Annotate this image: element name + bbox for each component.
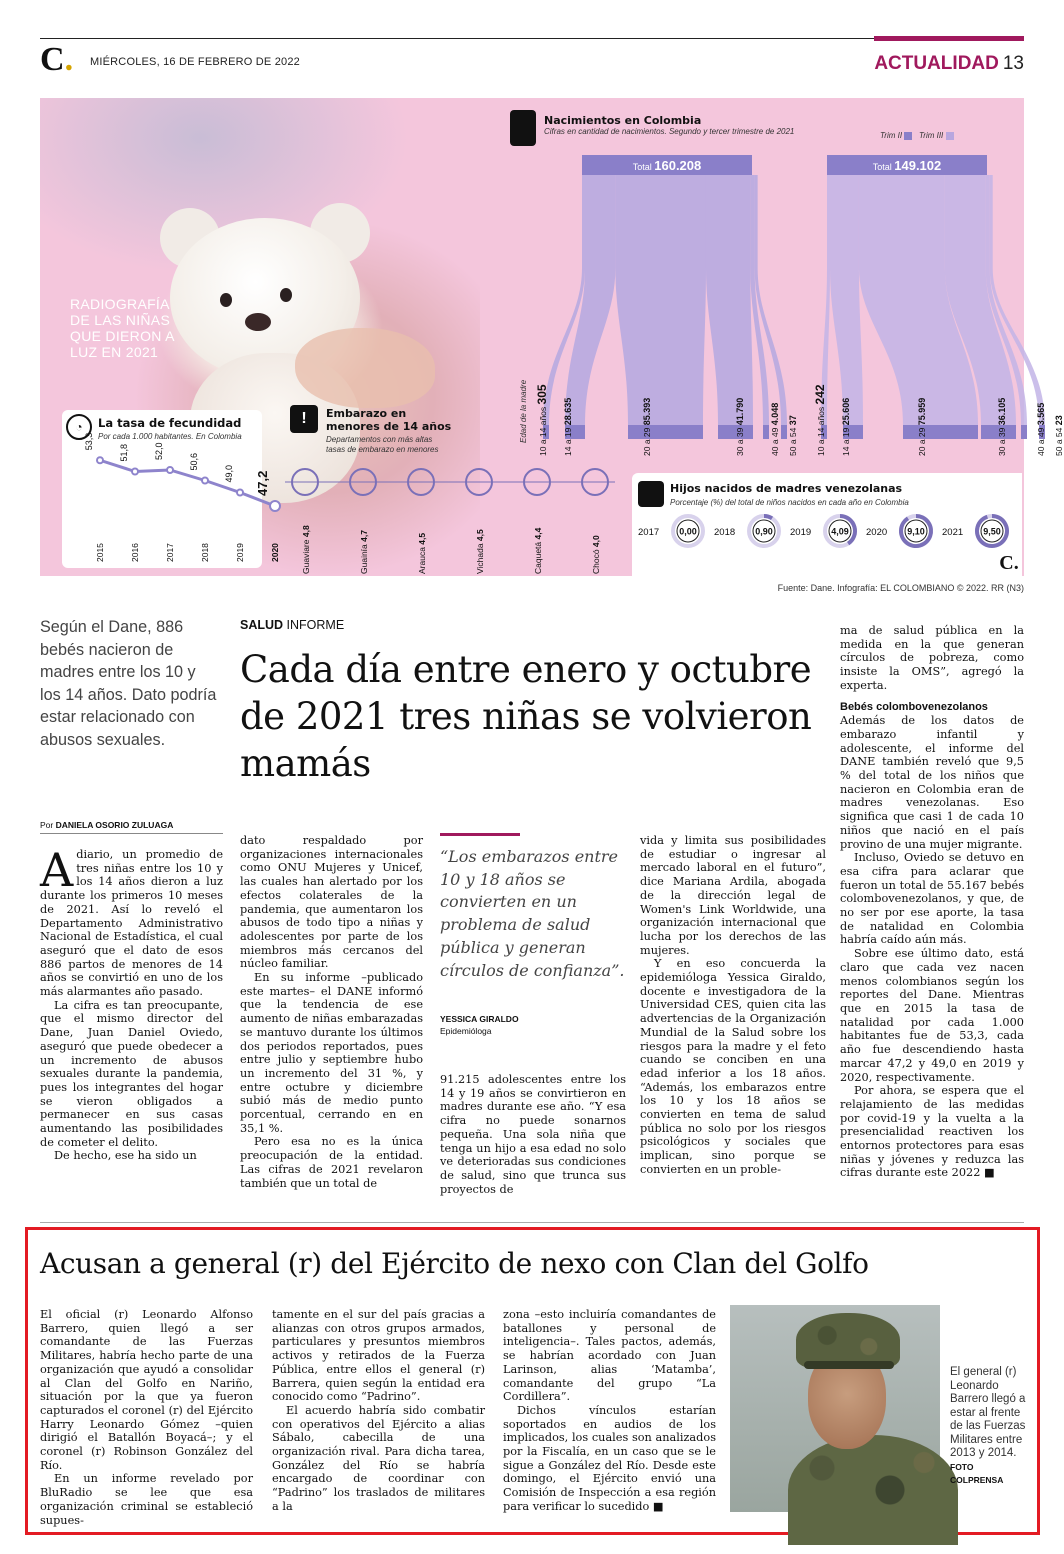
group-bar	[1021, 425, 1027, 439]
fecundidad-year-label: 2015	[95, 543, 105, 562]
nacimientos-group-labels	[480, 348, 1064, 458]
article2-headline: Acusan a general (r) del Ejército de nexo con Clan del Golfo	[40, 1247, 869, 1280]
embarazo-label: Guainía 4,7	[359, 530, 369, 574]
infographic-title	[70, 296, 175, 360]
group-label: 40 a 49 3.565	[1036, 402, 1046, 456]
article2-col2: tamente en el sur del país gracias a alianzas con otros grupos armados, particulares y presuntos miembros activos y retirados de la Fuerza Pública, entre ellos el general (r) Barrera, quien según la entidad era conocido como “Padrino”. El acuerdo habría sido combatir con operativos del Ejército a alias Sábalo, cabecilla de una organización rival. Para dicha tarea, González del Río se habría encargado de coordinar con “Padrino” los traslados de militares a la	[272, 1308, 485, 1513]
fecundidad-subtitle: Por cada 1.000 habitantes. En Colombia	[98, 432, 242, 441]
embarazo-label: Caquetá 4,4	[533, 527, 543, 574]
venezolanas-year: 2021	[942, 527, 964, 538]
embarazo-label: Vichada 4,5	[475, 529, 485, 574]
article-headline: Cada día entre enero y octubre de 2021 tres niñas se volvieron mamás	[240, 648, 812, 785]
infographic-title-line: RADIOGRAFÍA	[70, 296, 170, 312]
fecundidad-point	[270, 501, 280, 511]
issue-date: MIÉRCOLES, 16 DE FEBRERO DE 2022	[90, 56, 300, 68]
legend-swatch-trim2	[904, 132, 912, 140]
article1-col4: vida y limita sus posibilidades de estudiar o ingresar al mercado laboral en el futuro”, dice Mariana Ardila, abogada de la dirección legal de Women's Link Worldwide, una organización internacional que lucha por los derechos de las mujeres. Y en eso concuerda la epidemióloga Yessica Giraldo, docente e investigadora de la Universidad CES, quien cita las advertencias de la Organización Mundial de la Salud sobre los riesgos para la madre y el feto cuando se conciben en una edad inferior a los 18 años. “Además, los embarazos entre los 10 y los 18 años se convierten en tema de salud pública no solo por los riesgos psicológicos y sociales que implican, sino porque se convierten en un proble-	[640, 834, 826, 1176]
fecundidad-year-label: 2018	[200, 543, 210, 562]
article1-col1: A diario, un promedio de tres niñas entre los 10 y los 14 años dieron a luz durante los primeros 10 meses de 2021. Así lo reveló el Departamento Administrativo Nacional de Estadística, el cual aseguró que el dato de esos 886 partos de menores de 14 años se convirtió en uno de los más alarmantes año pasado. La cifra es tan preocupante, que el mismo director del Dane, Juan Daniel Oviedo, aseguró que puede obedecer a un incremento de abusos sexuales durante la pandemia, pues los integrantes del hogar se vieron obligados a permanecer en sus casas aumentando las posibilidades de cometer el delito. De hecho, ese ha sido un	[40, 843, 223, 1163]
quote-author: YESSICA GIRALDO	[440, 1014, 519, 1024]
newspaper-logo: C.	[40, 41, 74, 78]
group-label: 20 a 29 75.959	[917, 397, 927, 456]
fecundidad-point	[97, 457, 103, 463]
venezolanas-year: 2018	[714, 527, 736, 538]
legend-swatch-trim3	[946, 132, 954, 140]
fecundidad-value-label: 49,0	[224, 464, 234, 483]
stats-icon: ◔	[66, 414, 92, 440]
group-label: 50 a 54 37	[788, 415, 798, 456]
infographic-title-line: DE LAS NIÑAS	[70, 312, 171, 328]
fecundidad-card	[62, 410, 280, 568]
fecundidad-title: La tasa de fecundidad	[98, 416, 242, 430]
article1-col3: 91.215 adolescentes entre los 14 y 19 años se convirtieron en madres durante ese año. “Y esa cifra no puede sonarnos pequeña. Una sola niña que tenga un hijo a esa edad no solo ve deterioradas sus condiciones de salud, sino que trunca sus proyectos de	[440, 1073, 626, 1196]
article2-col1: El oficial (r) Leonardo Alfonso Barrero, quien llegó a ser comandante de las Fuerzas Militares, habría hecho parte de una organización que ayudó a consolidar al Clan del Golfo en Nariño, situación por la que ya fueron capturados el coronel (r) del Ejército Harry Leonardo Gómez –quien dirigió el Batallón Boyacá–; y el coronel (r) Robinson González del Río. En un informe revelado por BluRadio se lee que esa organización criminal se estableció supues-	[40, 1308, 253, 1527]
fecundidad-chart	[62, 410, 280, 568]
venezolanas-title: Hijos nacidos de madres venezolanas	[670, 482, 903, 495]
fecundidad-line	[100, 460, 275, 506]
general-photo	[730, 1305, 940, 1512]
fecundidad-year-label: 2020	[270, 543, 280, 562]
embarazo-label: Chocó 4,0	[591, 535, 601, 574]
infographic	[40, 98, 1064, 576]
venezolanas-value: 9,50	[983, 526, 1001, 537]
venezolanas-value: 4,09	[831, 526, 849, 537]
article1-col2: dato respaldado por organizaciones internacionales como ONU Mujeres y Unicef, las cuales han alertado por los efectos colaterales de la pandemia, que aumentaron los abusos de todo tipo a niñas y adolescentes por parte de los miembros más cercanos del núcleo familiar. En su informe –publicado este martes– el DANE informó que la tendencia de ese aumento de niñas embarazadas se mantuvo durante los últimos dos periodos reportados, pues entre julio y septiembre hubo un incremento del 31 %, y entre octubre y diciembre subió más de medio punto porcentual, cerrando en en 35,1 %. Pero esa no es la única preocupación de la entidad. Las cifras de 2021 revelaron también que un total de	[240, 834, 423, 1190]
group-label: 50 a 54 23	[1054, 415, 1064, 456]
group-label: 10 a 14 años 305	[535, 384, 549, 456]
total-label: Total 160.208	[632, 158, 702, 173]
venezolanas-chart	[632, 511, 1022, 571]
axis-label: Edad de la madre	[519, 379, 528, 443]
venezolanas-subtitle: Porcentaje (%) del total de niños nacidos en cada año en Colombia	[670, 498, 909, 507]
infographic-title-line: QUE DIERON A	[70, 328, 175, 344]
fecundidad-value-label: 51,8	[119, 443, 129, 462]
venezuela-map-icon	[638, 481, 664, 507]
group-label: 30 a 39 36.105	[997, 397, 1007, 456]
photo-credit: FOTO COLPRENSA	[950, 1461, 1004, 1485]
venezolanas-year: 2020	[866, 527, 888, 538]
venezolanas-value: 9,10	[907, 526, 925, 537]
group-label: 10 a 14 años 242	[813, 384, 827, 456]
quote-author-role: Epidemióloga	[440, 1026, 492, 1036]
embarazo-title: Embarazo en menores de 14 años	[326, 407, 452, 433]
embarazo-label: Guaviare 4,8	[301, 525, 311, 574]
nacimientos-header	[544, 114, 794, 136]
fecundidad-value-label: 52,0	[154, 442, 164, 460]
section-label: ACTUALIDAD 13	[874, 36, 1024, 74]
byline: Por DANIELA OSORIO ZULUAGA	[40, 820, 223, 834]
page-number: 13	[1002, 53, 1024, 74]
fecundidad-point	[202, 478, 208, 484]
fecundidad-point	[132, 469, 138, 475]
fecundidad-year-label: 2019	[235, 543, 245, 562]
nacimientos-legend: Trim II Trim III	[880, 131, 954, 140]
section-divider	[40, 1222, 1024, 1223]
fecundidad-point	[237, 490, 243, 496]
page-header	[40, 38, 1024, 78]
fecundidad-year-label: 2016	[130, 543, 140, 562]
colombiano-logo: C.	[996, 550, 1022, 576]
pull-quote: “Los embarazos entre 10 y 18 años se convierten en un problema de salud pública y generan círculos de confianza”.	[440, 847, 625, 980]
nacimientos-title: Nacimientos en Colombia	[544, 114, 702, 127]
venezolanas-value: 0,90	[755, 526, 773, 537]
venezolanas-value: 0,00	[679, 526, 697, 537]
venezolanas-year: 2019	[790, 527, 812, 538]
article1-col5: ma de salud pública en la medida en la que generan círculos de pobreza, como insiste la OMS”, agregó la experta. Bebés colombovenezolanos Además de los datos de embarazo infantil y adolescente, el informe del DANE también reveló que 9,5 % del total de los niños que nacieron en Colombia eran de madres venezolanas. Eso significa que casi 1 de cada 10 niños que nació en el país provino de una mujer migrante. Incluso, Oviedo se detuvo en esa cifra para aclarar que fueron un total de 55.167 bebés colombovenezolanos, y que, de no ser por ese aporte, la tasa de natalidad en Colombia habría caído aún más. Sobre ese último dato, está claro que cada vez nacen menos colombianos según los reportes del Dane. Mientras que en 2015 la tasa de natalidad por cada 1.000 habitantes fue de 53,3, cada año fue descendiendo hasta marcar 47,2 y 49,0 en 2019 y 2020, respectivamente. Por ahora, se espera que el relajamiento de las medidas por covid-19 y la vuelta a la presencialidad reactiven los entornos protectores para esas niñas y jóvenes y reduzca las cifras durante este 2022 ■	[840, 624, 1024, 1180]
article-kicker: SALUD INFORME	[240, 618, 345, 632]
warning-icon: !	[290, 405, 318, 433]
quote-accent	[440, 833, 520, 836]
fecundidad-value-label: 53,3	[84, 432, 94, 451]
group-label: 14 a 19 28.635	[563, 397, 573, 456]
article2-col3: zona –esto incluiría comandantes de batallones y personal de inteligencia–. Tales pactos, además, se habrían acordado con Juan Larinson, alias ‘Matamba’, comandante del grupo “La Cordillera”. Dichos vínculos estarían soportados en audios de los implicados, los cuales son analizados por la Fiscalía, en un caso que se le sigue a González del Río. Desde este domingo, el Ejército envió una Comisión de Inspección a esa región para verificar lo sucedido ■	[503, 1308, 716, 1513]
venezolanas-card	[632, 473, 1022, 576]
total-label: Total 149.102	[872, 158, 942, 173]
nacimientos-subtitle: Cifras en cantidad de nacimientos. Segundo y tercer trimestre de 2021	[544, 127, 795, 136]
group-label: 30 a 39 41.790	[735, 397, 745, 456]
infographic-title-line: LUZ EN 2021	[70, 344, 159, 360]
venezolanas-year: 2017	[638, 527, 660, 538]
photo-caption: El general (r) Leonardo Barrero llegó a estar al frente de las Fuerzas Militares entre 2013 y 2014. FOTO COLPRENSA	[950, 1366, 1026, 1485]
fecundidad-year-label: 2017	[165, 543, 175, 562]
fecundidad-point	[167, 467, 173, 473]
embarazo-header	[326, 407, 451, 455]
group-label: 20 a 29 85.393	[642, 397, 652, 456]
embarazo-chart	[285, 466, 615, 576]
infographic-source: Fuente: Dane. Infografía: EL COLOMBIANO © 2022. RR (N3)	[777, 583, 1024, 593]
drop-cap: A	[40, 843, 74, 897]
embarazo-label: Arauca 4,5	[417, 532, 427, 574]
embarazo-subtitle: Departamentos con más altas tasas de embarazo en menores	[326, 435, 439, 454]
group-label: 40 a 49 4.048	[770, 402, 780, 456]
article-lead: Según el Dane, 886 bebés nacieron de madres entre los 10 y los 14 años. Dato podría estar relacionado con abusos sexuales.	[40, 618, 217, 749]
group-label: 14 a 19 25.606	[841, 397, 851, 456]
donut-arc	[764, 516, 772, 518]
fecundidad-value-label: 50,6	[189, 452, 199, 471]
subheading: Bebés colombovenezolanos	[840, 700, 988, 713]
colombia-map-icon	[510, 110, 536, 146]
fecundidad-value-label: 47,2	[255, 470, 270, 496]
